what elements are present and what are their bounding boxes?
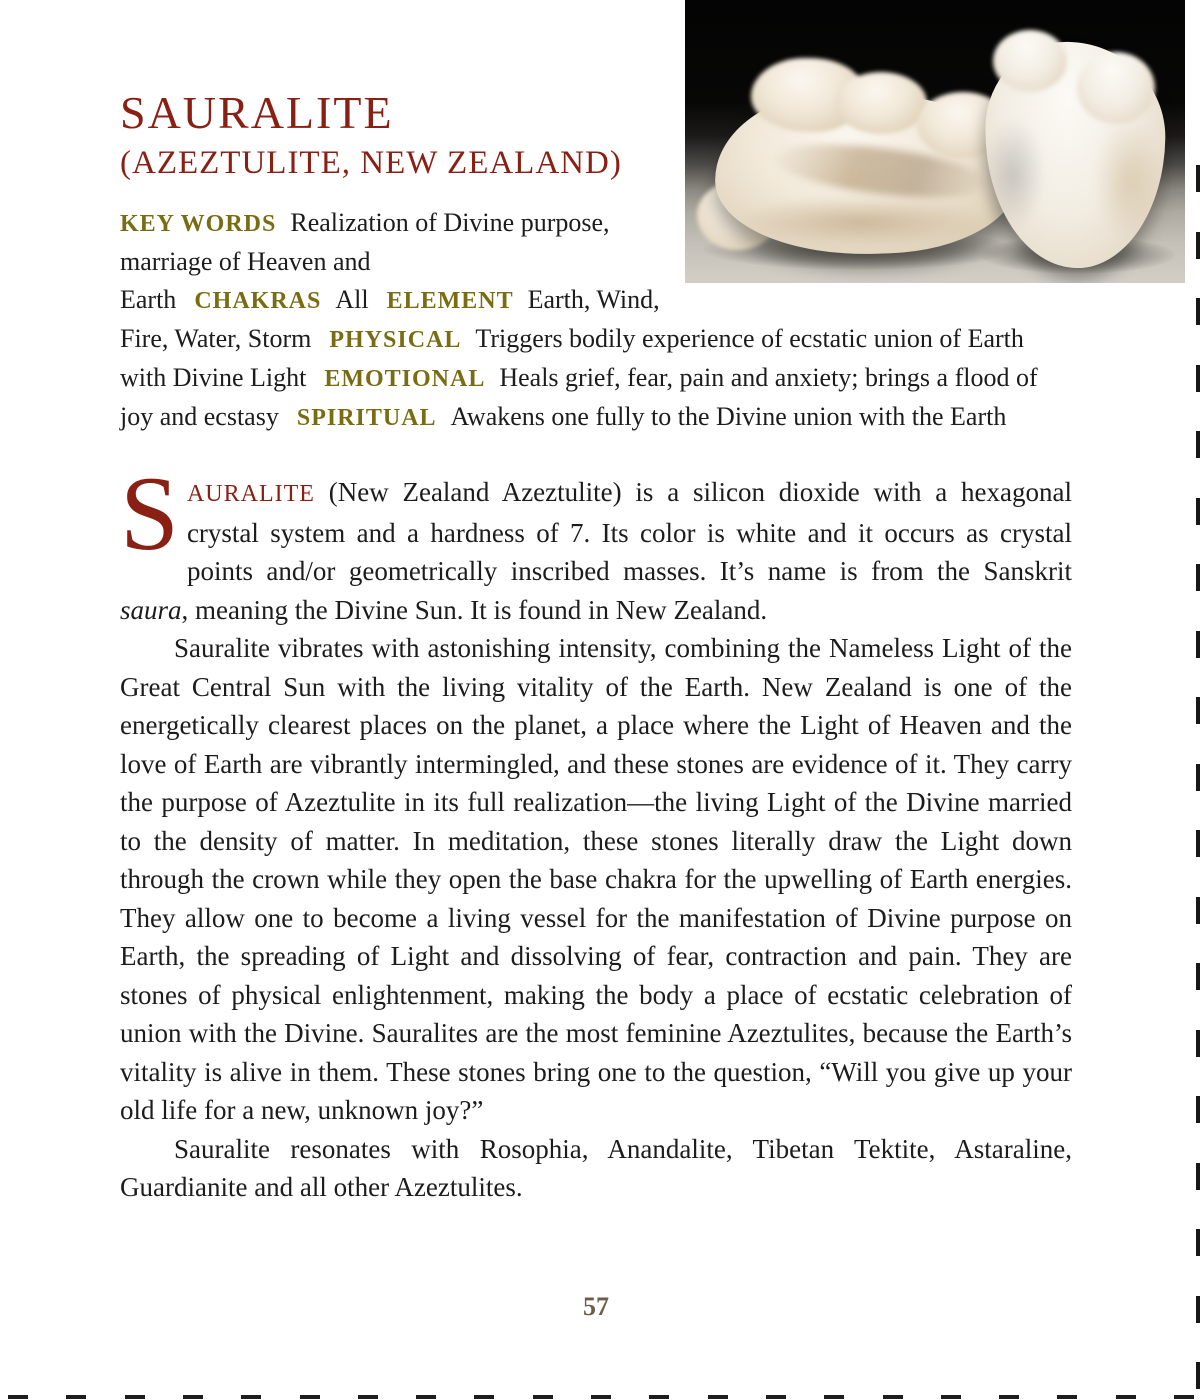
crystal-right-lump — [1077, 52, 1155, 124]
page-subtitle: (AZEZTULITE, NEW ZEALAND) — [120, 145, 622, 181]
page-edge-tick — [1196, 697, 1200, 724]
page-number: 57 — [583, 1292, 609, 1321]
page-edge-dash — [1174, 1395, 1194, 1399]
text-segment: (New Zealand Azeztulite) is a silicon dioxide with a hexagonal crystal system and a hardness of 7. Its color is white and it occurs as crystal points and/or geometrically inscribed masses. It’s name is from the Sanskrit — [186, 477, 1072, 586]
keyword-label: PHYSICAL — [329, 327, 462, 353]
page-edge-dash — [883, 1395, 903, 1399]
page-edge-dash — [300, 1395, 320, 1399]
page-edge-tick — [1196, 1362, 1200, 1389]
page-edge-tick — [1196, 232, 1200, 259]
page-edge-dash — [533, 1395, 553, 1399]
keyword-value: Awakens one fully to the Divine union with the Earth — [450, 402, 1007, 431]
text-segment: Sauralite resonates with Rosophia, Anandalite, Tibetan Tektite, Astaraline, Guardianite and all other Azeztulites. — [120, 1133, 1072, 1202]
page-edge-tick — [1196, 564, 1200, 591]
page-edge-tick — [1196, 365, 1200, 392]
keyword-label: SPIRITUAL — [296, 405, 437, 431]
keyword-value: All — [335, 285, 369, 314]
page-edge-dash — [649, 1395, 669, 1399]
page-edge-dash — [416, 1395, 436, 1399]
text-segment: Sauralite vibrates with astonishing intensity, combining the Nameless Light of the Great Central Sun with the living vitality of the Earth. New Zealand is one of the energetically clearest places on the planet, a place where the Light of Heaven and the love of Earth are vibrantly intermingled, and these stones are evidence of it. They carry the purpose of Azeztulite in its full realization—the living Light of the Divine married to the density of matter. In meditation, these stones literally draw the Light down through the crown while they open the base chakra for the upwelling of Earth energies. They allow one to become a living vessel for the manifestation of Divine purpose on Earth, the spreading of Light and dissolving of fear, contraction and pain. They are stones of physical enlightenment, making the body a place of ecstatic celebration of union with the Divine. Sauralites are the most feminine Azeztulites, because the Earth’s vitality is alive in them. These stones bring one to the question, “Will you give up your old life for a new, unknown joy?” — [120, 633, 1072, 1125]
page-edge-tick — [1196, 1163, 1200, 1190]
page-edge-tick — [1196, 631, 1200, 658]
page-edge-tick — [1196, 1030, 1200, 1057]
keyword-label: CHAKRAS — [194, 288, 322, 314]
page-edge-tick — [1196, 830, 1200, 857]
redcaps-segment: AURALITE — [186, 481, 315, 507]
paragraph — [120, 1130, 1072, 1207]
page-edge-dash — [241, 1395, 261, 1399]
photo-wrap-spacer — [685, 0, 1072, 300]
page-edge-tick — [1196, 1296, 1200, 1323]
keyword-value: Realization of Divine purpose, marriage of Heaven and Earth — [120, 208, 610, 314]
keyword-label: KEY WORDS — [120, 211, 277, 237]
page-edge-tick — [1196, 1229, 1200, 1256]
page-edge-dash — [125, 1395, 145, 1399]
page-edge-dash — [591, 1395, 611, 1399]
text-segment: , meaning the Divine Sun. It is found in New Zealand. — [181, 594, 768, 625]
body-text — [120, 455, 1072, 1207]
paragraph — [120, 629, 1072, 1130]
page-edge-tick — [1196, 431, 1200, 458]
text-column — [120, 0, 1072, 1207]
page-edge-tick — [1196, 764, 1200, 791]
crystal-right-warm-shade — [1093, 118, 1165, 242]
page-edge-dash — [183, 1395, 203, 1399]
page-edge-tick — [1196, 165, 1200, 192]
paragraph — [120, 455, 1072, 629]
page-edge-dash — [66, 1395, 86, 1399]
page-edge-tick — [1196, 963, 1200, 990]
page-edge-dash — [999, 1395, 1019, 1399]
italic-segment: saura — [120, 594, 182, 625]
page-edge-dash — [824, 1395, 844, 1399]
keyword-label: ELEMENT — [386, 288, 514, 314]
page-edge-dash — [941, 1395, 961, 1399]
page-edge-dash — [8, 1395, 28, 1399]
page-edge-dash — [474, 1395, 494, 1399]
page-title: SAURALITE — [120, 87, 394, 138]
page-edge-dash — [1057, 1395, 1077, 1399]
page-edge-dash — [358, 1395, 378, 1399]
page-edge-tick — [1196, 498, 1200, 525]
keyword-value: Triggers bodily experience of ecstatic union of Earth with Divine Light — [120, 324, 1024, 392]
page-edge-dash — [708, 1395, 728, 1399]
page-edge-tick — [1196, 1096, 1200, 1123]
page-edge-tick — [1196, 897, 1200, 924]
page-edge-dash — [1116, 1395, 1136, 1399]
keyword-label: EMOTIONAL — [324, 366, 486, 392]
keyword-value: Earth, Wind, Fire, Water, Storm — [120, 285, 660, 353]
keyword-value: Heals grief, fear, pain and anxiety; brings a flood of joy and ecstasy — [120, 363, 1038, 431]
dropcap-segment: S — [120, 455, 179, 572]
page-edge-tick — [1196, 298, 1200, 325]
page-edge-dash — [766, 1395, 786, 1399]
